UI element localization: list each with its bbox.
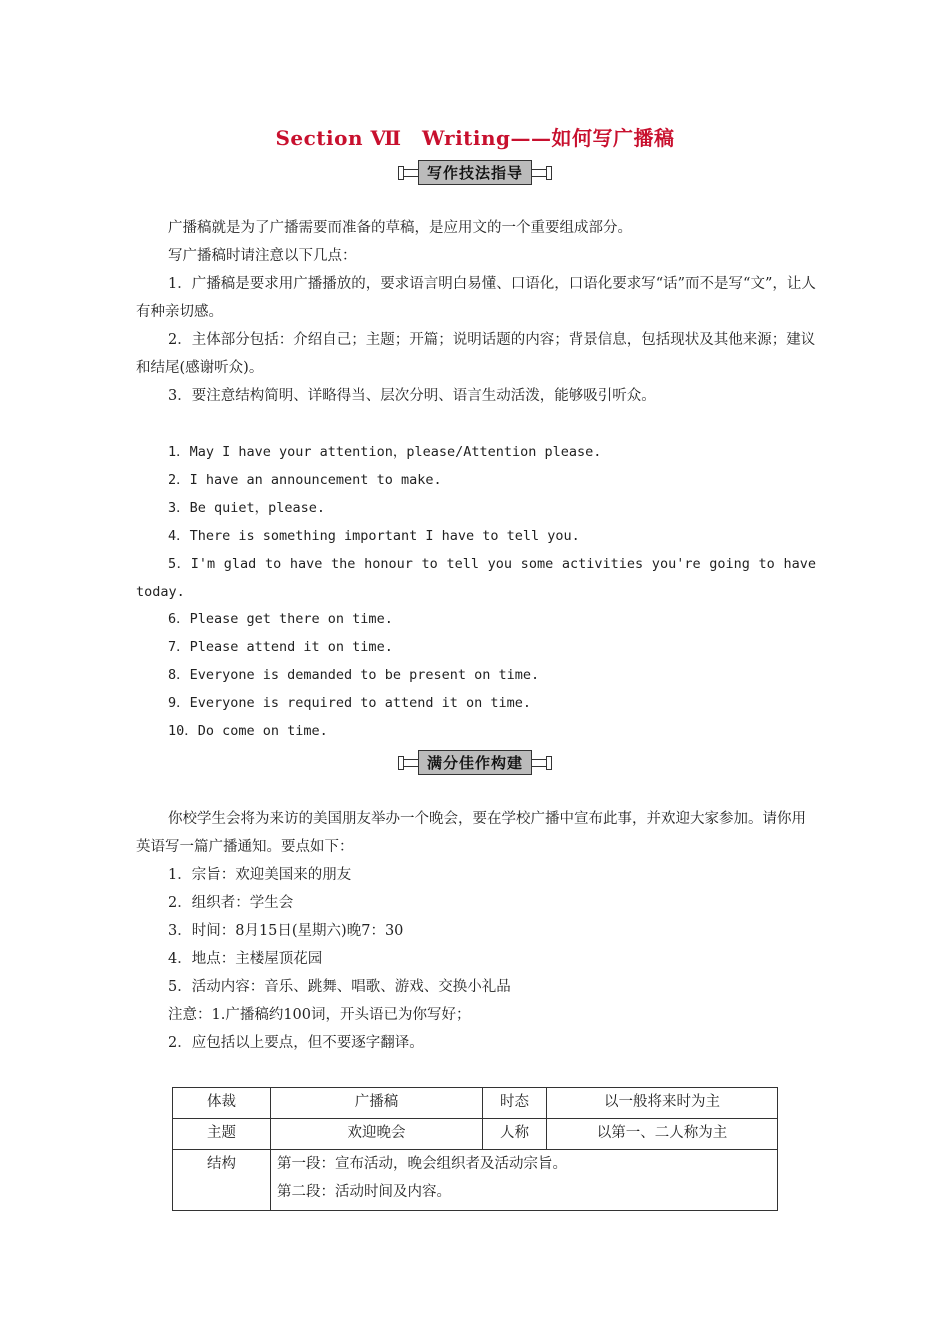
task-paragraph: 你校学生会将为来访的美国朋友举办一个晚会，要在学校广播中宣布此事，并欢迎大家参加。请你用英语写一篇广播通知。要点如下： bbox=[136, 811, 806, 855]
table-row bbox=[173, 1088, 778, 1119]
point-3: 3．要注意结构简明、详略得当、层次分明、语言生动活泼，能够吸引听众。 bbox=[168, 388, 656, 404]
section-badge-label: 满分佳作构建 bbox=[418, 750, 532, 775]
note-1: 注意：1.广播稿约100词，开头语已为你写好； bbox=[168, 1007, 471, 1023]
table-cell: 以第一、二人称为主 bbox=[547, 1119, 778, 1150]
point-1: 1．广播稿是要求用广播播放的，要求语言明白易懂、口语化，口语化要求写“话”而不是写“文”，让人有种亲切感。 bbox=[136, 276, 816, 320]
structure-line-1: 第一段：宣布活动，晚会组织者及活动宗旨。 bbox=[277, 1156, 567, 1172]
item-1: 1．宗旨：欢迎美国来的朋友 bbox=[168, 867, 352, 883]
sentence-10: 10．Do come on time. bbox=[168, 723, 328, 739]
sentence-9: 9．Everyone is required to attend it on time. bbox=[168, 695, 531, 711]
analysis-table bbox=[172, 1087, 778, 1211]
item-2: 2．组织者：学生会 bbox=[168, 895, 294, 911]
table-cell: 广播稿 bbox=[271, 1088, 483, 1119]
intro-paragraph: 广播稿就是为了广播需要而准备的草稿，是应用文的一个重要组成部分。 bbox=[168, 220, 632, 236]
note-2: 2．应包括以上要点，但不要逐字翻译。 bbox=[168, 1035, 424, 1051]
point-2: 2．主体部分包括：介绍自己；主题；开篇；说明话题的内容；背景信息，包括现状及其他来源；建议和结尾(感谢听众)。 bbox=[136, 332, 816, 376]
table-cell: 体裁 bbox=[173, 1088, 271, 1119]
table-cell-structure bbox=[271, 1150, 778, 1211]
structure-line-2: 第二段：活动时间及内容。 bbox=[277, 1184, 451, 1200]
sentence-1: 1．May I have your attention，please/Attention please. bbox=[168, 444, 602, 460]
table-cell: 主题 bbox=[173, 1119, 271, 1150]
sentence-3: 3．Be quiet，please. bbox=[168, 500, 326, 516]
section-badge-label: 写作技法指导 bbox=[418, 160, 532, 185]
section-badge-writing-tips bbox=[0, 160, 950, 185]
sentence-4: 4．There is something important I have to tell you. bbox=[168, 528, 580, 544]
item-3: 3．时间：8月15日(星期六)晚7：30 bbox=[168, 923, 404, 939]
item-5: 5．活动内容：音乐、跳舞、唱歌、游戏、交换小礼品 bbox=[168, 979, 511, 995]
item-4: 4．地点：主楼屋顶花园 bbox=[168, 951, 323, 967]
note-intro: 写广播稿时请注意以下几点： bbox=[168, 248, 357, 264]
section-badge-model-essay bbox=[0, 750, 950, 775]
sentence-2: 2．I have an announcement to make. bbox=[168, 472, 442, 488]
table-row bbox=[173, 1119, 778, 1150]
table-cell: 欢迎晚会 bbox=[271, 1119, 483, 1150]
page-title: Section Ⅶ Writing——如何写广播稿 bbox=[275, 126, 675, 150]
table-row bbox=[173, 1150, 778, 1211]
table-cell: 以一般将来时为主 bbox=[547, 1088, 778, 1119]
table-cell: 时态 bbox=[483, 1088, 547, 1119]
sentence-6: 6．Please get there on time. bbox=[168, 611, 393, 627]
table-cell: 结构 bbox=[173, 1150, 271, 1211]
sentence-8: 8．Everyone is demanded to be present on time. bbox=[168, 667, 540, 683]
sentence-7: 7．Please attend it on time. bbox=[168, 639, 393, 655]
sentence-5: 5．I'm glad to have the honour to tell you some activities you're going to have today. bbox=[136, 556, 816, 600]
table-cell: 人称 bbox=[483, 1119, 547, 1150]
